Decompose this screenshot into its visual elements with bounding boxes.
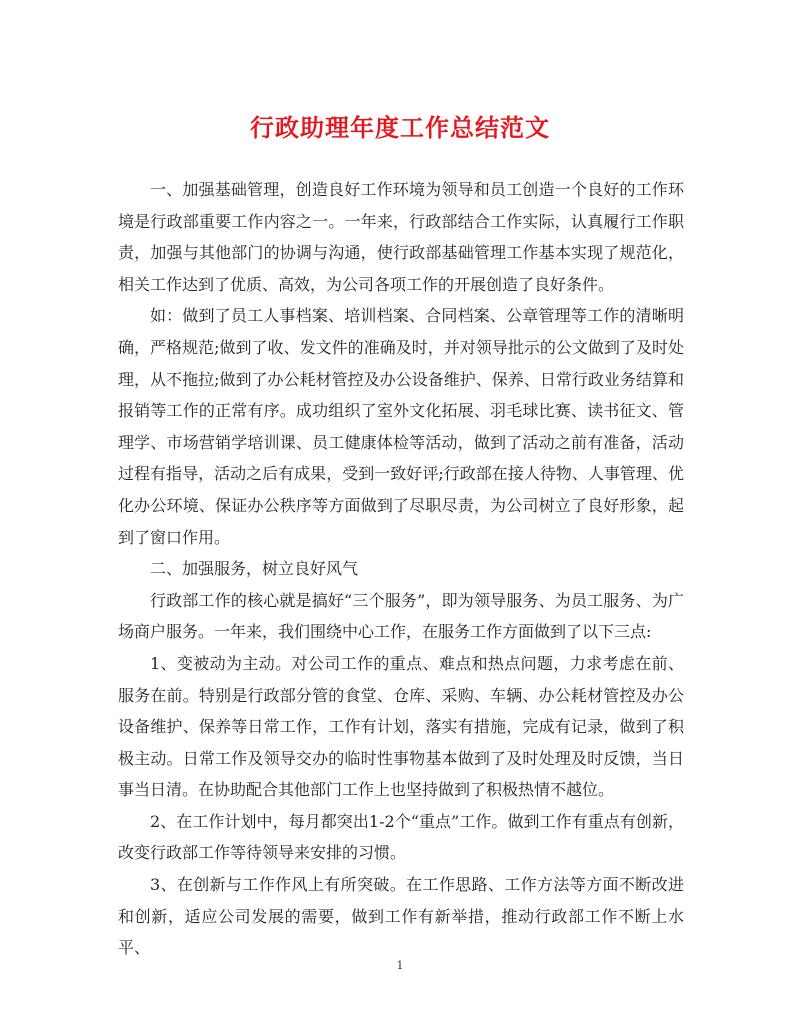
paragraph-point-2: 2、在工作计划中，每月都突出1-2个“重点”工作。做到工作有重点有创新，改变行政部工作等待领导来安排的习惯。 xyxy=(118,811,684,863)
paragraph-basic-management: 一、加强基础管理，创造良好工作环境为领导和员工创造一个良好的工作环境是行政部重要工作内容之一。一年来，行政部结合工作实际，认真履行工作职责，加强与其他部门的协调与沟通，使行政部基础管理工作基本实现了规范化，相关工作达到了优质、高效，为公司各项工作的开展创造了良好条件。 xyxy=(118,180,684,294)
paragraph-three-services: 行政部工作的核心就是搞好“三个服务”，即为领导服务、为员工服务、为广场商户服务。一年来，我们围绕中心工作，在服务工作方面做到了以下三点: xyxy=(118,590,684,642)
paragraph-point-3: 3、在创新与工作作风上有所突破。在工作思路、工作方法等方面不断改进和创新，适应公司发展的需要，做到工作有新举措，推动行政部工作不断上水平、 xyxy=(118,875,684,958)
page-number: 1 xyxy=(396,959,404,972)
document-body xyxy=(118,174,684,964)
paragraph-point-1: 1、变被动为主动。对公司工作的重点、难点和热点问题，力求考虑在前、服务在前。特别是行政部分管的食堂、仓库、采购、车辆、办公耗材管控及办公设备维护、保养等日常工作，工作有计划，落实有措施，完成有记录，做到了积极主动。日常工作及领导交办的临时性事物基本做到了及时处理及时反馈，当日事当日清。在协助配合其他部门工作上也坚持做到了积极热情不越位。 xyxy=(118,653,684,800)
paragraph-examples: 如：做到了员工人事档案、培训档案、合同档案、公章管理等工作的清晰明确，严格规范;做到了收、发文件的准确及时，并对领导批示的公文做到了及时处理，从不拖拉;做到了办公耗材管控及办公设备维护、保养、日常行政业务结算和报销等工作的正常有序。成功组织了室外文化拓展、羽毛球比赛、读书征文、管理学、市场营销学培训课、员工健康体检等活动，做到了活动之前有准备，活动过程有指导，活动之后有成果，受到一致好评;行政部在接人待物、人事管理、优化办公环境、保证办公秩序等方面做到了尽职尽责，为公司树立了良好形象，起到了窗口作用。 xyxy=(118,306,684,547)
document-title: 行政助理年度工作总结范文 xyxy=(250,113,550,142)
section-heading-service: 二、加强服务，树立良好风气 xyxy=(150,559,359,579)
